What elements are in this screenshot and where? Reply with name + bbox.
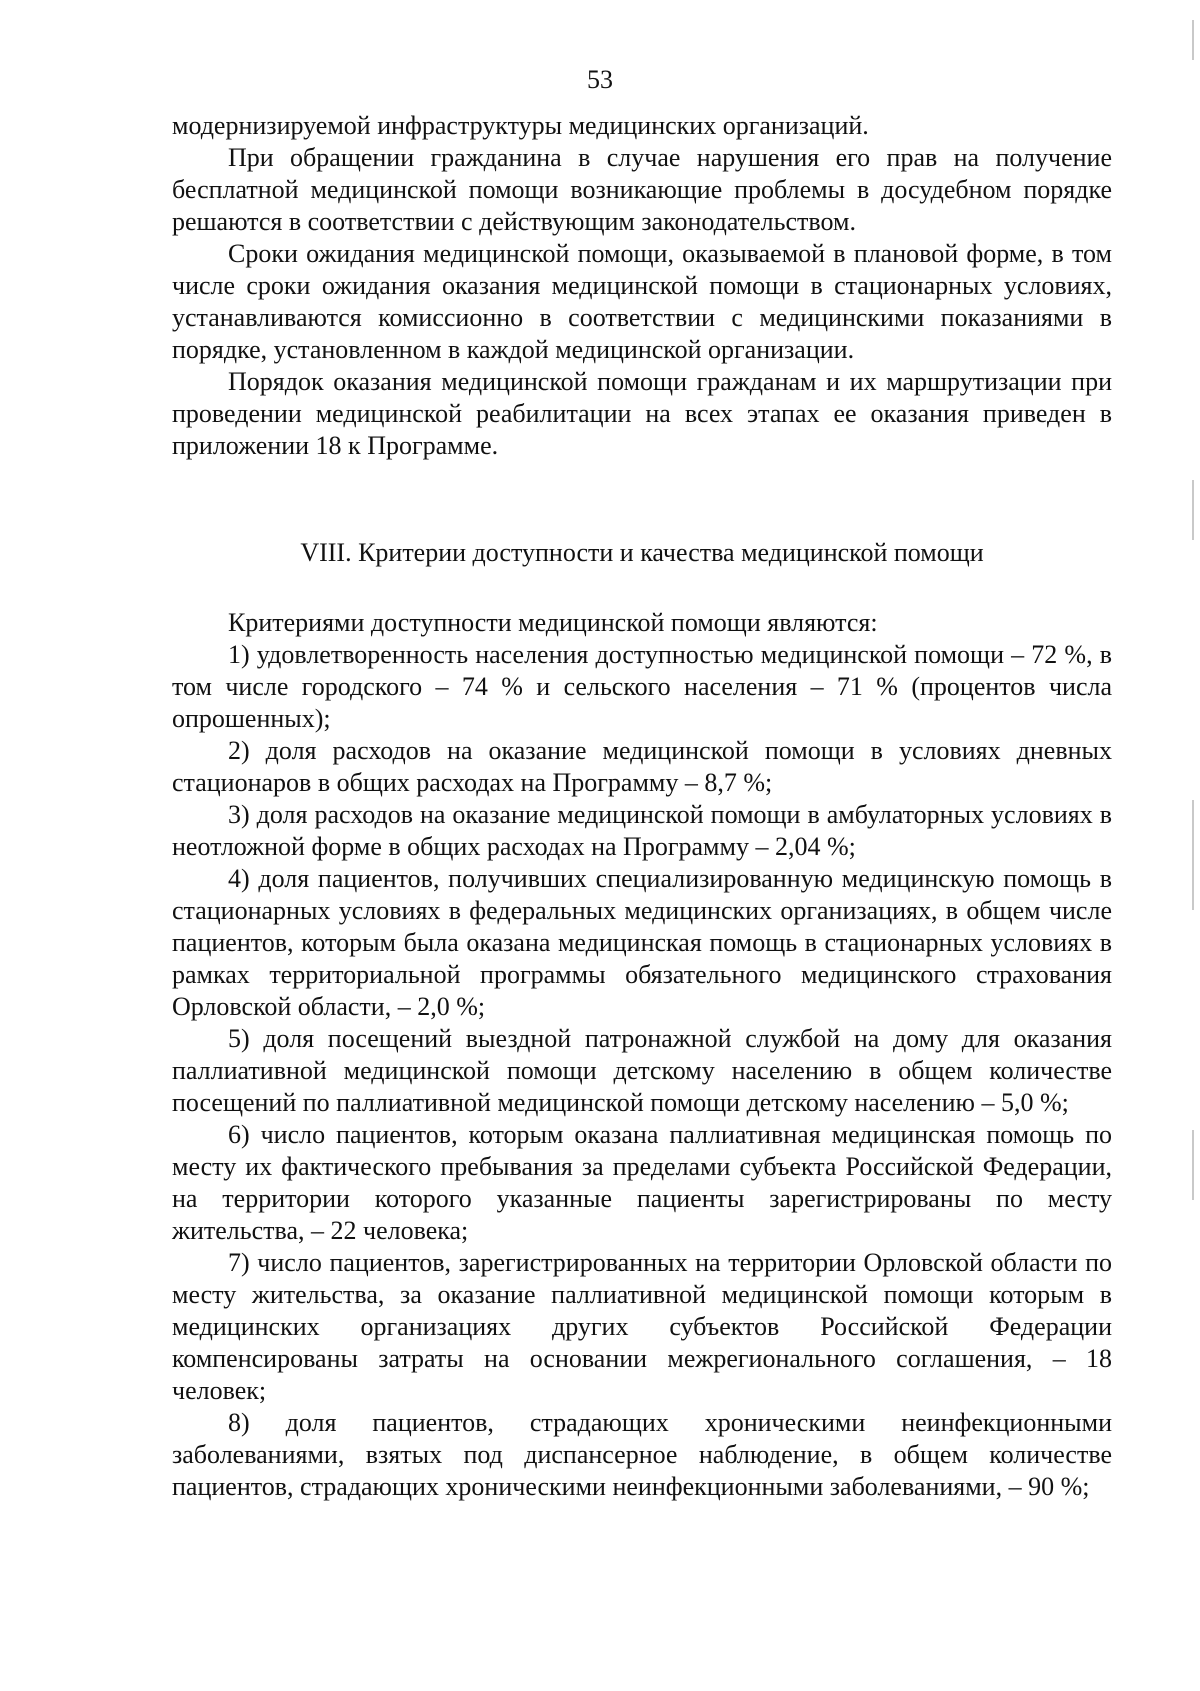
scan-edge-mark bbox=[1192, 20, 1194, 60]
paragraph: Сроки ожидания медицинской помощи, оказываемой в плановой форме, в том числе сроки ожидания оказания медицинской помощи в стационарных условиях, устанавливаются комиссионно в соответствии с медицинскими показаниями в порядке, установленном в каждой медицинской организации. bbox=[172, 239, 1112, 364]
scan-edge-mark bbox=[1192, 1130, 1194, 1200]
criteria-item: 5) доля посещений выездной патронажной службой на дому для оказания паллиативной медицинской помощи детскому населению в общем количестве посещений по паллиативной медицинской помощи детскому населению – 5,0 %; bbox=[172, 1024, 1112, 1117]
page-number: 53 bbox=[587, 65, 613, 94]
section-heading: VIII. Критерии доступности и качества медицинской помощи bbox=[300, 538, 984, 567]
criteria-intro: Критериями доступности медицинской помощи являются: bbox=[228, 608, 878, 637]
criteria-item: 8) доля пациентов, страдающих хроническими неинфекционными заболеваниями, взятых под диспансерное наблюдение, в общем количестве пациентов, страдающих хроническими неинфекционными заболеваниями, – 90 %; bbox=[172, 1408, 1112, 1501]
criteria-item: 3) доля расходов на оказание медицинской помощи в амбулаторных условиях в неотложной форме в общих расходах на Программу – 2,04 %; bbox=[172, 800, 1112, 861]
paragraph: При обращении гражданина в случае нарушения его прав на получение бесплатной медицинской помощи возникающие проблемы в досудебном порядке решаются в соответствии с действующим законодательством. bbox=[172, 143, 1112, 236]
paragraph: Порядок оказания медицинской помощи гражданам и их маршрутизации при проведении медицинской реабилитации на всех этапах ее оказания приведен в приложении 18 к Программе. bbox=[172, 367, 1112, 460]
scan-edge-mark bbox=[1192, 800, 1194, 910]
document-body bbox=[172, 110, 1112, 1503]
criteria-item: 7) число пациентов, зарегистрированных на территории Орловской области по месту жительства, за оказание паллиативной медицинской помощи которым в медицинских организациях других субъектов Российской Федерации компенсированы затраты на основании межрегионального соглашения, – 18 человек; bbox=[172, 1248, 1112, 1405]
scan-edge-mark bbox=[1192, 480, 1194, 540]
criteria-item: 2) доля расходов на оказание медицинской помощи в условиях дневных стационаров в общих расходах на Программу – 8,7 %; bbox=[172, 736, 1112, 797]
criteria-item: 6) число пациентов, которым оказана паллиативная медицинская помощь по месту их фактического пребывания за пределами субъекта Российской Федерации, на территории которого указанные пациенты зарегистрированы по месту жительства, – 22 человека; bbox=[172, 1120, 1112, 1245]
paragraph-continuation: модернизируемой инфраструктуры медицинских организаций. bbox=[172, 111, 869, 140]
criteria-item: 1) удовлетворенность населения доступностью медицинской помощи – 72 %, в том числе городского – 74 % и сельского населения – 71 % (процентов числа опрошенных); bbox=[172, 640, 1112, 733]
criteria-item: 4) доля пациентов, получивших специализированную медицинскую помощь в стационарных условиях в федеральных медицинских организациях, в общем числе пациентов, которым была оказана медицинская помощь в стационарных условиях в рамках территориальной программы обязательного медицинского страхования Орловской области, – 2,0 %; bbox=[172, 864, 1112, 1021]
